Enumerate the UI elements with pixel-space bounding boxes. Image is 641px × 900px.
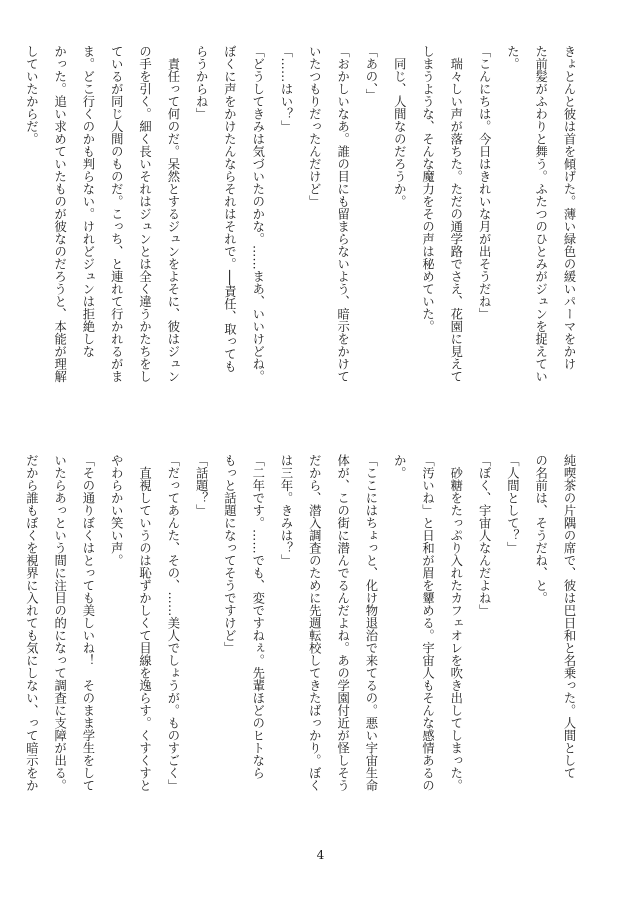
text-line: 同じ、人間なのだろうか。 (392, 45, 407, 208)
text-line: きょとんと彼は首を傾げた。薄い緑色の緩いパーマをかけ (562, 45, 576, 370)
text-line: していたからだ。 (24, 45, 39, 145)
text-line: ま。どこ行くのかも判らない。けれどジュンは拒絶しな (80, 45, 95, 358)
lower-text-block (24, 454, 583, 808)
text-line: か。 (392, 454, 407, 479)
text-line: 「二年です。……でも、変ですねぇ。先輩ほどのヒトなら (250, 454, 265, 779)
page-number: 4 (316, 848, 325, 862)
text-line: 直視していうのは恥ずかしくて目線を逸らす。くすくすと (137, 454, 152, 792)
text-line: 「あの、」 (363, 45, 378, 102)
text-line: だから誰もぼくを視界に入れても気にしない、って暗示をか (24, 454, 39, 792)
text-line: の名前は、そうだね、と。 (533, 454, 548, 604)
text-line: 「こんにちは。今日はきれいな月が出そうだね」 (477, 45, 492, 320)
text-line: ぼくに声をかけたんならそれはそれで。──責任、取っても (222, 45, 237, 373)
text-line: かった。追い求めていたものが彼なのだろうと、本能が理解 (52, 45, 67, 383)
text-line: 「おかしいなあ。誰の目にも留まらないよう、暗示をかけて (335, 45, 350, 383)
text-line: 「……はい？」 (279, 45, 294, 133)
text-line: もっと話題になってそうですけど」 (222, 454, 237, 654)
upper-text-block (24, 45, 583, 395)
text-line: 「だってあんた、その、……美人でしょうが。ものすごく」 (165, 454, 180, 792)
text-line: 「どうしてきみは気づいたのかな。……まあ、いいけどね。 (250, 45, 265, 383)
text-line: やわらかい笑い声。 (109, 454, 124, 567)
text-line: は三年。きみは？」 (279, 454, 294, 567)
text-line: の手を引く。細く長いそれはジュンとは全く違うかたちをし (137, 45, 152, 383)
text-line: 体が、この街に潜んでるんだよね。あの学園付近が怪しそう (335, 454, 350, 792)
text-line: しまうような、そんな魔力をその声は秘めていた。 (420, 45, 435, 333)
text-line: 純喫茶の片隅の席で、彼は巴日和と名乗った。人間として (562, 454, 576, 779)
text-line: いたらあっという間に注目の的になって調査に支障が出る。 (52, 454, 67, 792)
text-line: ているが同じ人間のものだ。こっち、と連れて行かれるがま (109, 45, 124, 383)
text-line: 瑞々しい声が落ちた。ただの通学路でさえ、花園に見えて (448, 45, 463, 383)
text-line: た前髪がふわりと舞う。ふたつのひとみがジュンを捉えてい (533, 45, 548, 383)
text-line: 「人間として？」 (505, 454, 520, 554)
text-line: らうからね」 (194, 45, 209, 120)
text-line: た。 (505, 45, 520, 70)
text-line: 「その通りぼくはとっても美しいね！ そのまま学生をして (80, 454, 95, 792)
text-line: いたつもりだったんだけど」 (307, 45, 322, 208)
text-line: 「ここにはちょっと、化け物退治で来てるの。悪い宇宙生命 (363, 454, 378, 792)
text-line: 「話題？」 (194, 454, 209, 517)
text-line: 責任って何のだ。呆然とするジュンをよそに、彼はジュン (165, 45, 180, 383)
text-line: 「汚いね」と日和が眉を顰める。宇宙人もそんな感情あるの (420, 454, 435, 792)
text-line: 砂糖をたっぷり入れたカフェオレを吹き出してしまった。 (448, 454, 463, 792)
text-line: だから、潜入調査のために先週転校してきたばっかり。ぼく (307, 454, 322, 792)
text-line: 「ぼく、宇宙人なんだよね」 (477, 454, 492, 617)
